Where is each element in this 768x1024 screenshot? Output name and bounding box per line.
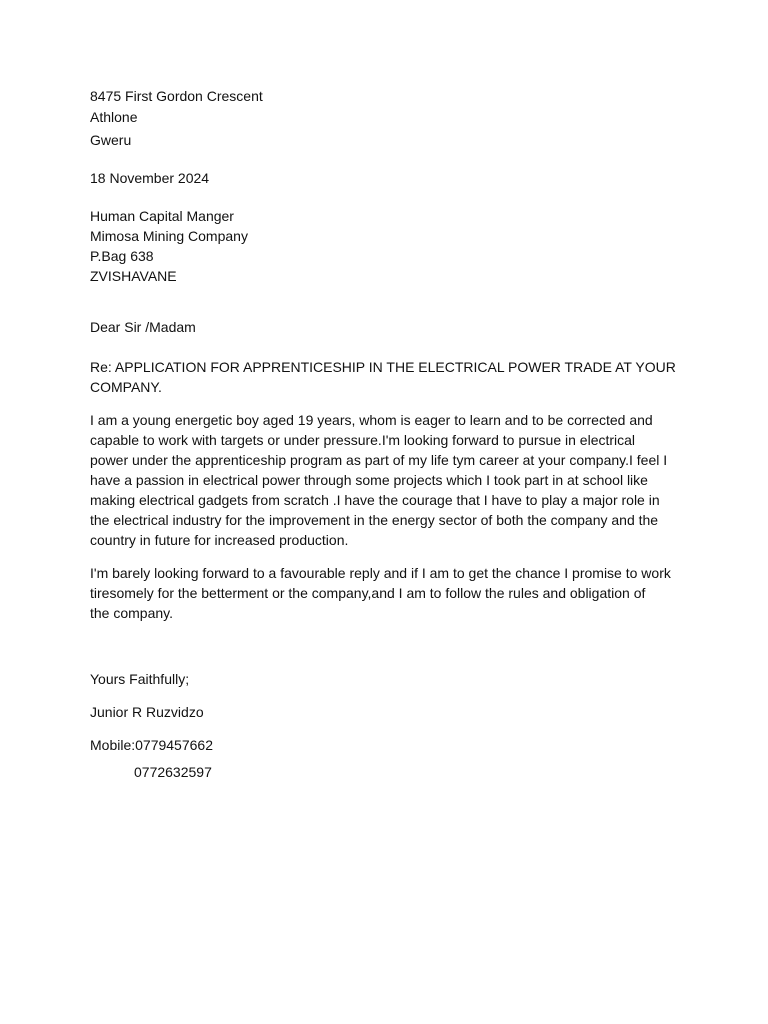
recipient-line-2: Mimosa Mining Company [90,228,248,244]
body-paragraph-2-line: tiresomely for the betterment or the company,and I am to follow the rules and obligation of [90,585,646,601]
body-paragraph-1 [90,410,680,550]
signature-name: Junior R Ruzvidzo [90,704,204,720]
closing: Yours Faithfully; [90,671,190,687]
sender-address-line-2: Athlone [90,109,138,125]
sender-address-line-3: Gweru [90,132,132,148]
recipient-line-3: P.Bag 638 [90,248,154,264]
second-mobile-number: 0772632597 [134,764,212,780]
body-paragraph-1-line: capable to work with targets or under pressure.I'm looking forward to pursue in electrical [90,432,636,448]
letter-date: 18 November 2024 [90,170,210,186]
subject-line-2: COMPANY. [90,379,162,395]
recipient-line-4: ZVISHAVANE [90,268,177,284]
body-paragraph-1-line: I am a young energetic boy aged 19 years, whom is eager to learn and to be corrected and [90,412,653,428]
body-paragraph-1-line: have a passion in electrical power through some projects which I took part in at school like [90,472,648,488]
body-paragraph-1-line: making electrical gadgets from scratch .I have the courage that I have to play a major role in [90,492,660,508]
body-paragraph-1-line: the electrical industry for the improvement in the energy sector of both the company and the [90,512,659,528]
body-paragraph-2 [90,563,680,623]
subject-line [90,357,680,397]
body-paragraph-1-line: country in future for increased production. [90,532,349,548]
sender-address-line-1: 8475 First Gordon Crescent [90,88,263,104]
salutation: Dear Sir /Madam [90,319,196,335]
subject-line-1: Re: APPLICATION FOR APPRENTICESHIP IN THE ELECTRICAL POWER TRADE AT YOUR [90,359,676,375]
body-paragraph-2-line: I'm barely looking forward to a favourable reply and if I am to get the chance I promise to work [90,565,671,581]
body-paragraph-2-line: the company. [90,605,174,621]
recipient-line-1: Human Capital Manger [90,208,234,224]
mobile-number: Mobile:0779457662 [90,737,213,753]
body-paragraph-1-line: power under the apprenticeship program as part of my life tym career at your company.I feel I [90,452,668,468]
